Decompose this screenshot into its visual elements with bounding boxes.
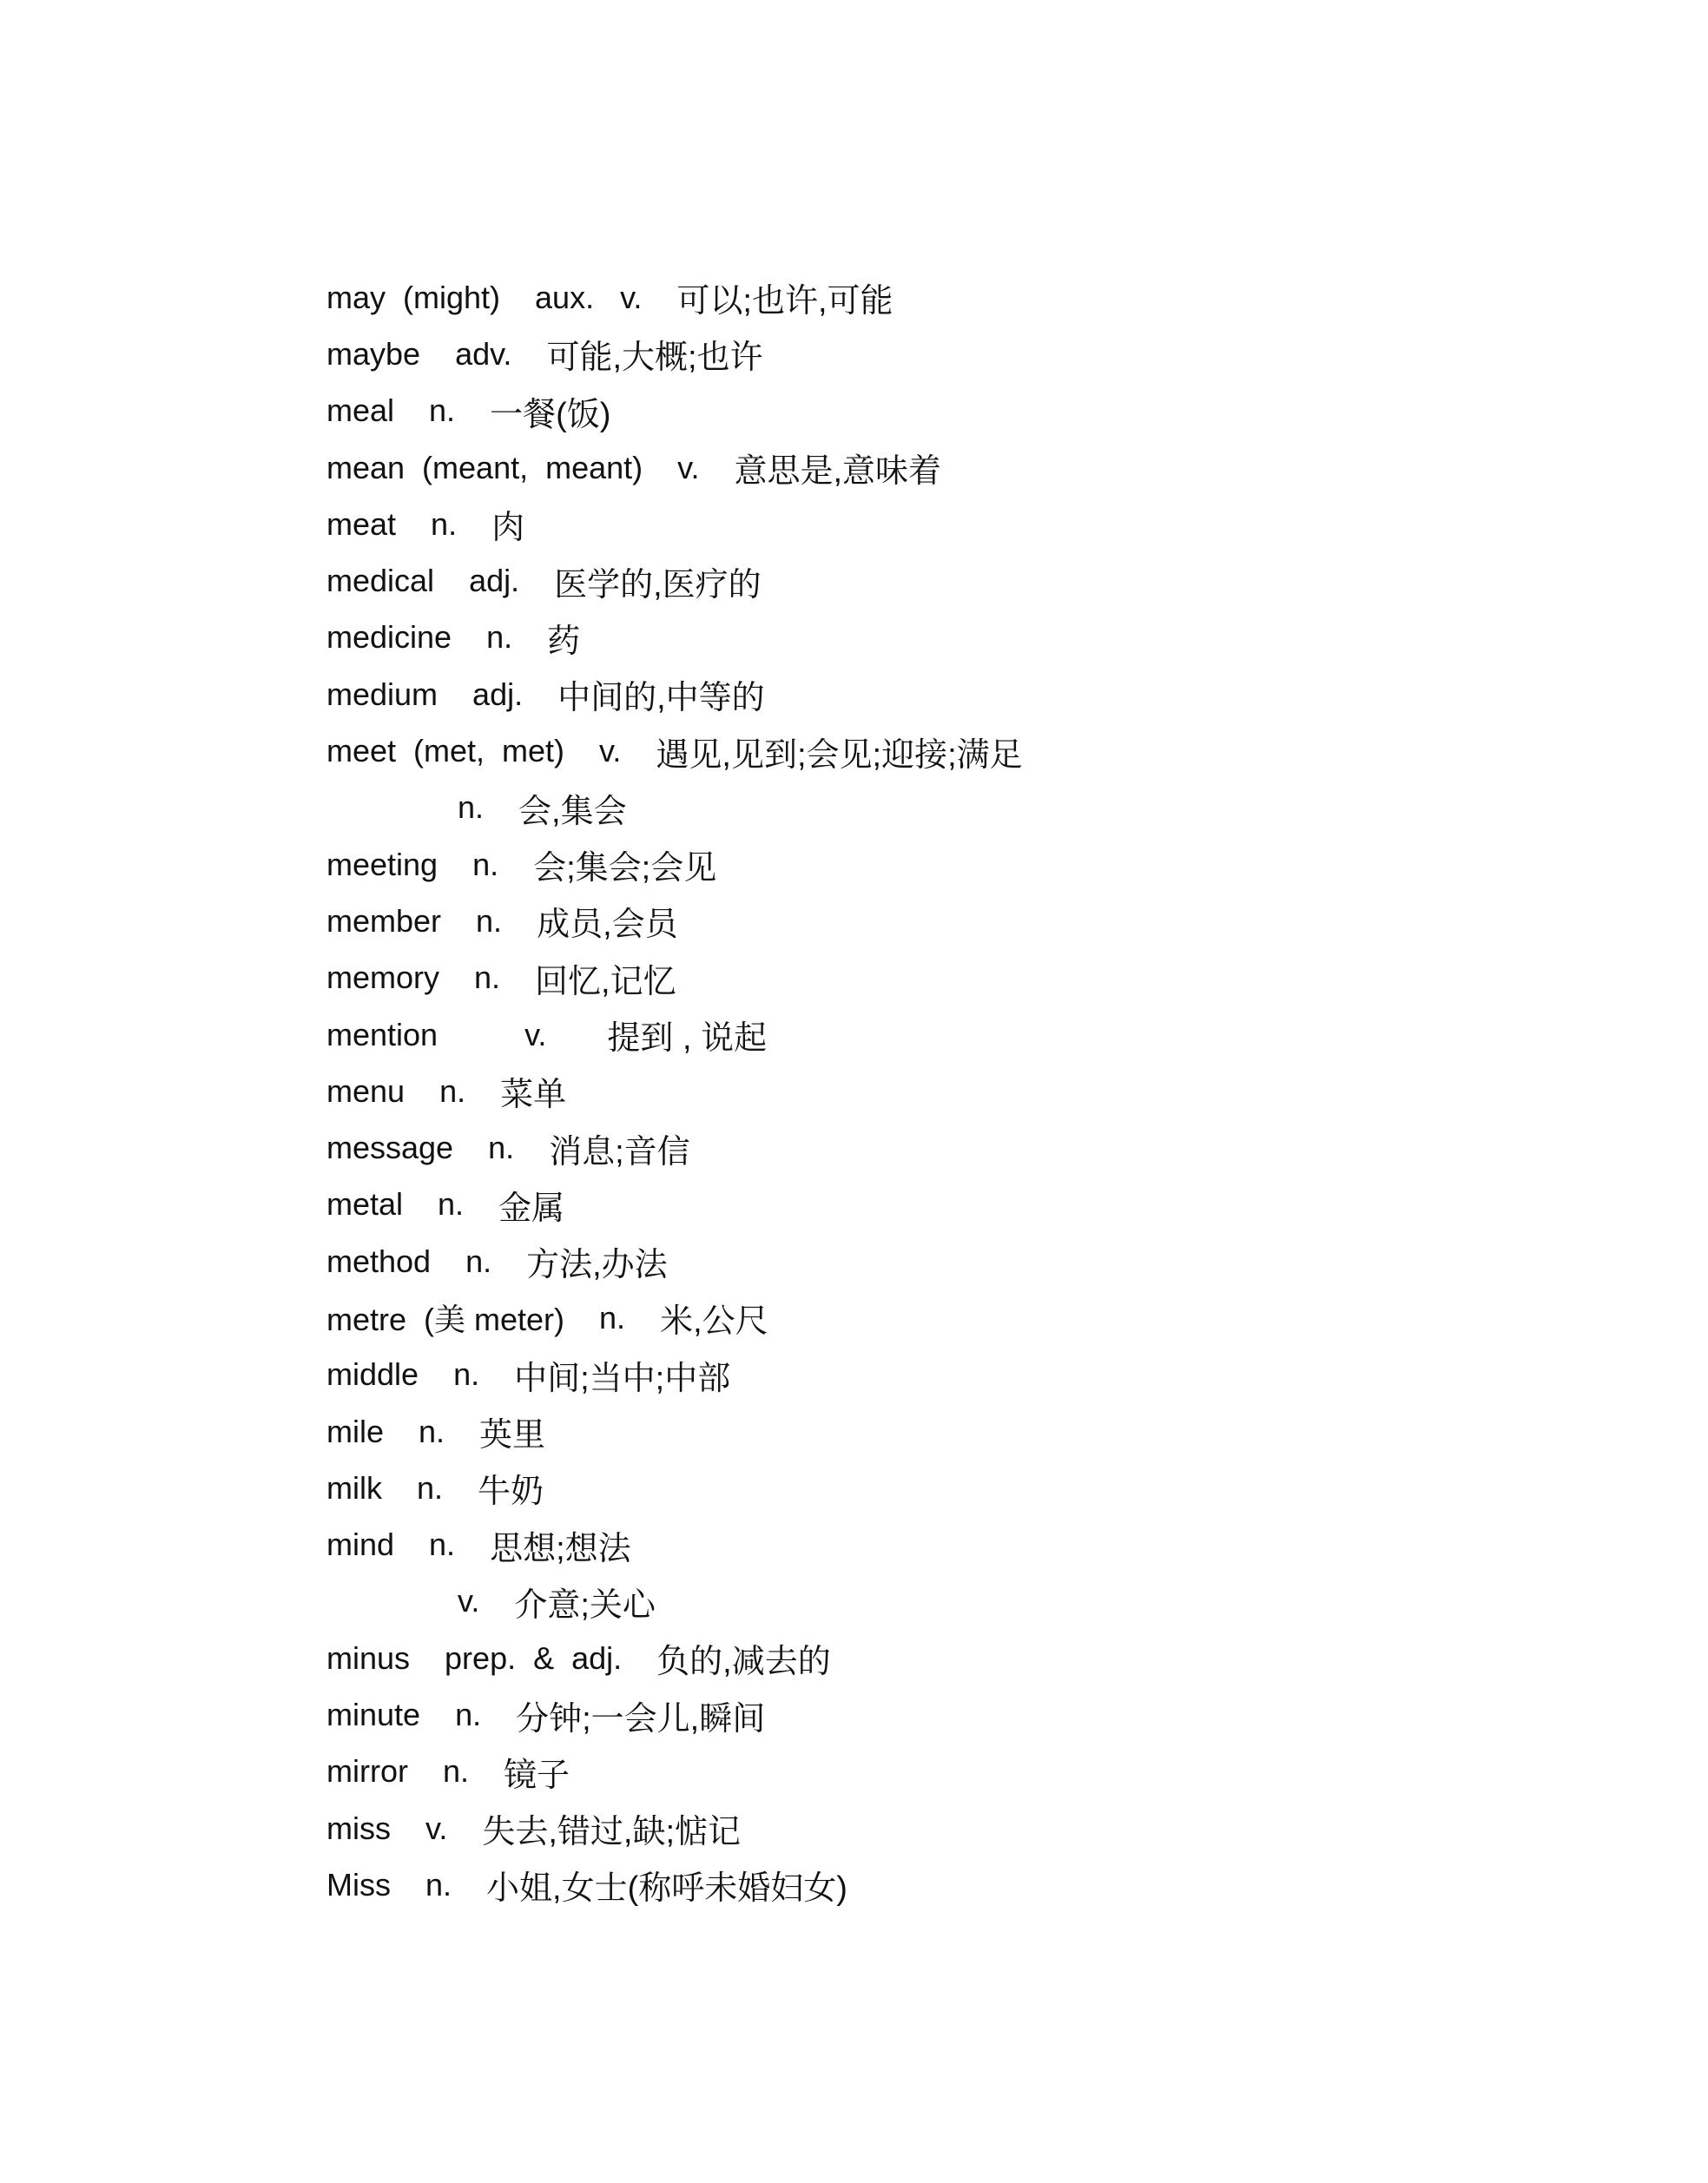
entry-meaning: 英里 <box>479 1417 546 1454</box>
entry-part-of-speech: n. <box>453 1356 480 1393</box>
vocabulary-list <box>326 269 1058 1914</box>
entry-meaning: 镜子 <box>504 1757 570 1794</box>
entry-meaning: 一餐(饭) <box>490 396 611 433</box>
entry-part-of-speech: n. <box>419 1413 445 1449</box>
entry-word: medical <box>326 563 435 599</box>
entry-meaning: 负的,减去的 <box>656 1644 831 1681</box>
entry-word: miss <box>326 1810 391 1846</box>
vocabulary-entry <box>326 1460 1058 1516</box>
entry-part-of-speech: n. <box>458 789 485 826</box>
entry-part-of-speech: v. <box>458 1583 480 1619</box>
entry-word: mind <box>326 1527 395 1563</box>
entry-word: milk <box>326 1469 382 1506</box>
entry-word: minute <box>326 1697 421 1733</box>
entry-word: minus <box>326 1639 411 1676</box>
entry-word: mean (meant, meant) <box>326 449 643 485</box>
entry-part-of-speech: v. <box>524 1016 547 1052</box>
entry-word: meet (met, met) <box>326 733 565 769</box>
vocabulary-entry <box>326 1289 1058 1346</box>
vocabulary-entry <box>326 1517 1058 1573</box>
entry-part-of-speech: v. <box>677 449 700 485</box>
entry-word: Miss <box>326 1866 391 1903</box>
entry-part-of-speech: n. <box>425 1866 452 1903</box>
entry-meaning: 分钟;一会儿,瞬间 <box>516 1700 766 1738</box>
entry-meaning: 提到 , 说起 <box>607 1020 768 1057</box>
vocabulary-entry <box>326 1857 1058 1913</box>
entry-part-of-speech: n. <box>465 1243 492 1279</box>
entry-part-of-speech: n. <box>438 1186 465 1223</box>
entry-meaning: 会;集会;会见 <box>533 850 717 887</box>
entry-meaning: 失去,错过,缺;惦记 <box>482 1814 742 1851</box>
vocabulary-entry <box>326 269 1058 326</box>
entry-word: mirror <box>326 1753 408 1790</box>
entry-word: middle <box>326 1356 419 1393</box>
entry-part-of-speech: adj. <box>472 676 524 712</box>
entry-part-of-speech: n. <box>455 1697 482 1733</box>
entry-meaning: 消息;音信 <box>549 1133 690 1171</box>
vocabulary-entry <box>326 496 1058 552</box>
vocabulary-entry <box>326 950 1058 1006</box>
vocabulary-entry <box>326 780 1058 836</box>
entry-meaning: 金属 <box>498 1190 565 1227</box>
entry-part-of-speech: n. <box>599 1299 626 1336</box>
entry-part-of-speech: n. <box>416 1469 444 1506</box>
entry-part-of-speech: prep. & adj. <box>445 1639 623 1676</box>
entry-part-of-speech: n. <box>431 505 458 542</box>
vocabulary-entry <box>326 1233 1058 1289</box>
entry-word: maybe <box>326 335 421 372</box>
vocabulary-entry <box>326 1119 1058 1176</box>
entry-meaning: 回忆,记忆 <box>535 963 676 1000</box>
entry-part-of-speech: adj. <box>469 563 520 599</box>
vocabulary-entry <box>326 1744 1058 1800</box>
entry-word: mention <box>326 1016 439 1052</box>
entry-meaning: 肉 <box>491 510 525 547</box>
entry-part-of-speech: n. <box>442 1753 470 1790</box>
entry-part-of-speech: n. <box>476 902 503 939</box>
entry-word: metre (美 meter) <box>326 1302 565 1338</box>
vocabulary-entry <box>326 722 1058 779</box>
entry-meaning: 可能,大概;也许 <box>546 340 763 377</box>
entry-word: memory <box>326 960 440 996</box>
vocabulary-entry <box>326 1006 1058 1063</box>
entry-word: meeting <box>326 846 439 882</box>
entry-word: method <box>326 1243 432 1279</box>
entry-meaning: 成员,会员 <box>537 907 678 944</box>
entry-word: member <box>326 902 442 939</box>
entry-meaning: 药 <box>547 623 581 660</box>
vocabulary-entry <box>326 1347 1058 1403</box>
entry-meaning: 意思是,意味着 <box>734 453 942 491</box>
entry-meaning: 方法,办法 <box>526 1247 668 1284</box>
entry-meaning: 小姐,女士(称呼未婚妇女) <box>486 1870 847 1908</box>
entry-word: medium <box>326 676 439 712</box>
vocabulary-entry <box>326 1177 1058 1233</box>
entry-meaning: 菜单 <box>500 1077 567 1114</box>
vocabulary-entry <box>326 610 1058 666</box>
entry-part-of-speech: aux. v. <box>535 279 643 315</box>
entry-part-of-speech: n. <box>472 846 499 882</box>
entry-part-of-speech: v. <box>425 1810 448 1846</box>
vocabulary-entry <box>326 893 1058 949</box>
entry-part-of-speech: n. <box>429 1527 456 1563</box>
vocabulary-entry <box>326 1403 1058 1460</box>
entry-word: mile <box>326 1413 385 1449</box>
entry-meaning: 医学的,医疗的 <box>554 566 762 603</box>
entry-meaning: 米,公尺 <box>660 1303 768 1341</box>
entry-meaning: 中间;当中;中部 <box>514 1360 731 1397</box>
entry-part-of-speech: v. <box>599 733 622 769</box>
vocabulary-entry <box>326 552 1058 609</box>
entry-part-of-speech: n. <box>486 619 513 656</box>
entry-word: meat <box>326 505 397 542</box>
entry-word: message <box>326 1130 454 1166</box>
entry-meaning: 介意;关心 <box>514 1586 656 1624</box>
entry-part-of-speech: n. <box>488 1130 515 1166</box>
vocabulary-entry <box>326 836 1058 893</box>
vocabulary-entry <box>326 383 1058 439</box>
entry-meaning: 思想;想法 <box>490 1530 631 1567</box>
vocabulary-entry <box>326 1573 1058 1630</box>
vocabulary-entry <box>326 1800 1058 1857</box>
vocabulary-entry <box>326 326 1058 382</box>
entry-part-of-speech: n. <box>429 392 456 429</box>
entry-meaning: 遇见,见到;会见;迎接;满足 <box>656 736 1023 774</box>
vocabulary-entry <box>326 439 1058 496</box>
entry-word: meal <box>326 392 395 429</box>
entry-word: metal <box>326 1186 404 1223</box>
vocabulary-entry <box>326 1630 1058 1686</box>
entry-word: may (might) <box>326 279 501 315</box>
entry-word: medicine <box>326 619 452 656</box>
entry-word: menu <box>326 1072 406 1109</box>
entry-meaning: 中间的,中等的 <box>557 680 765 717</box>
vocabulary-entry <box>326 1063 1058 1119</box>
entry-part-of-speech: adv. <box>455 335 512 372</box>
entry-part-of-speech: n. <box>439 1072 466 1109</box>
vocabulary-entry <box>326 666 1058 722</box>
entry-meaning: 会,集会 <box>518 793 627 830</box>
entry-meaning: 可以;也许,可能 <box>676 283 894 320</box>
entry-part-of-speech: n. <box>474 960 501 996</box>
vocabulary-entry <box>326 1686 1058 1743</box>
entry-meaning: 牛奶 <box>478 1474 544 1511</box>
